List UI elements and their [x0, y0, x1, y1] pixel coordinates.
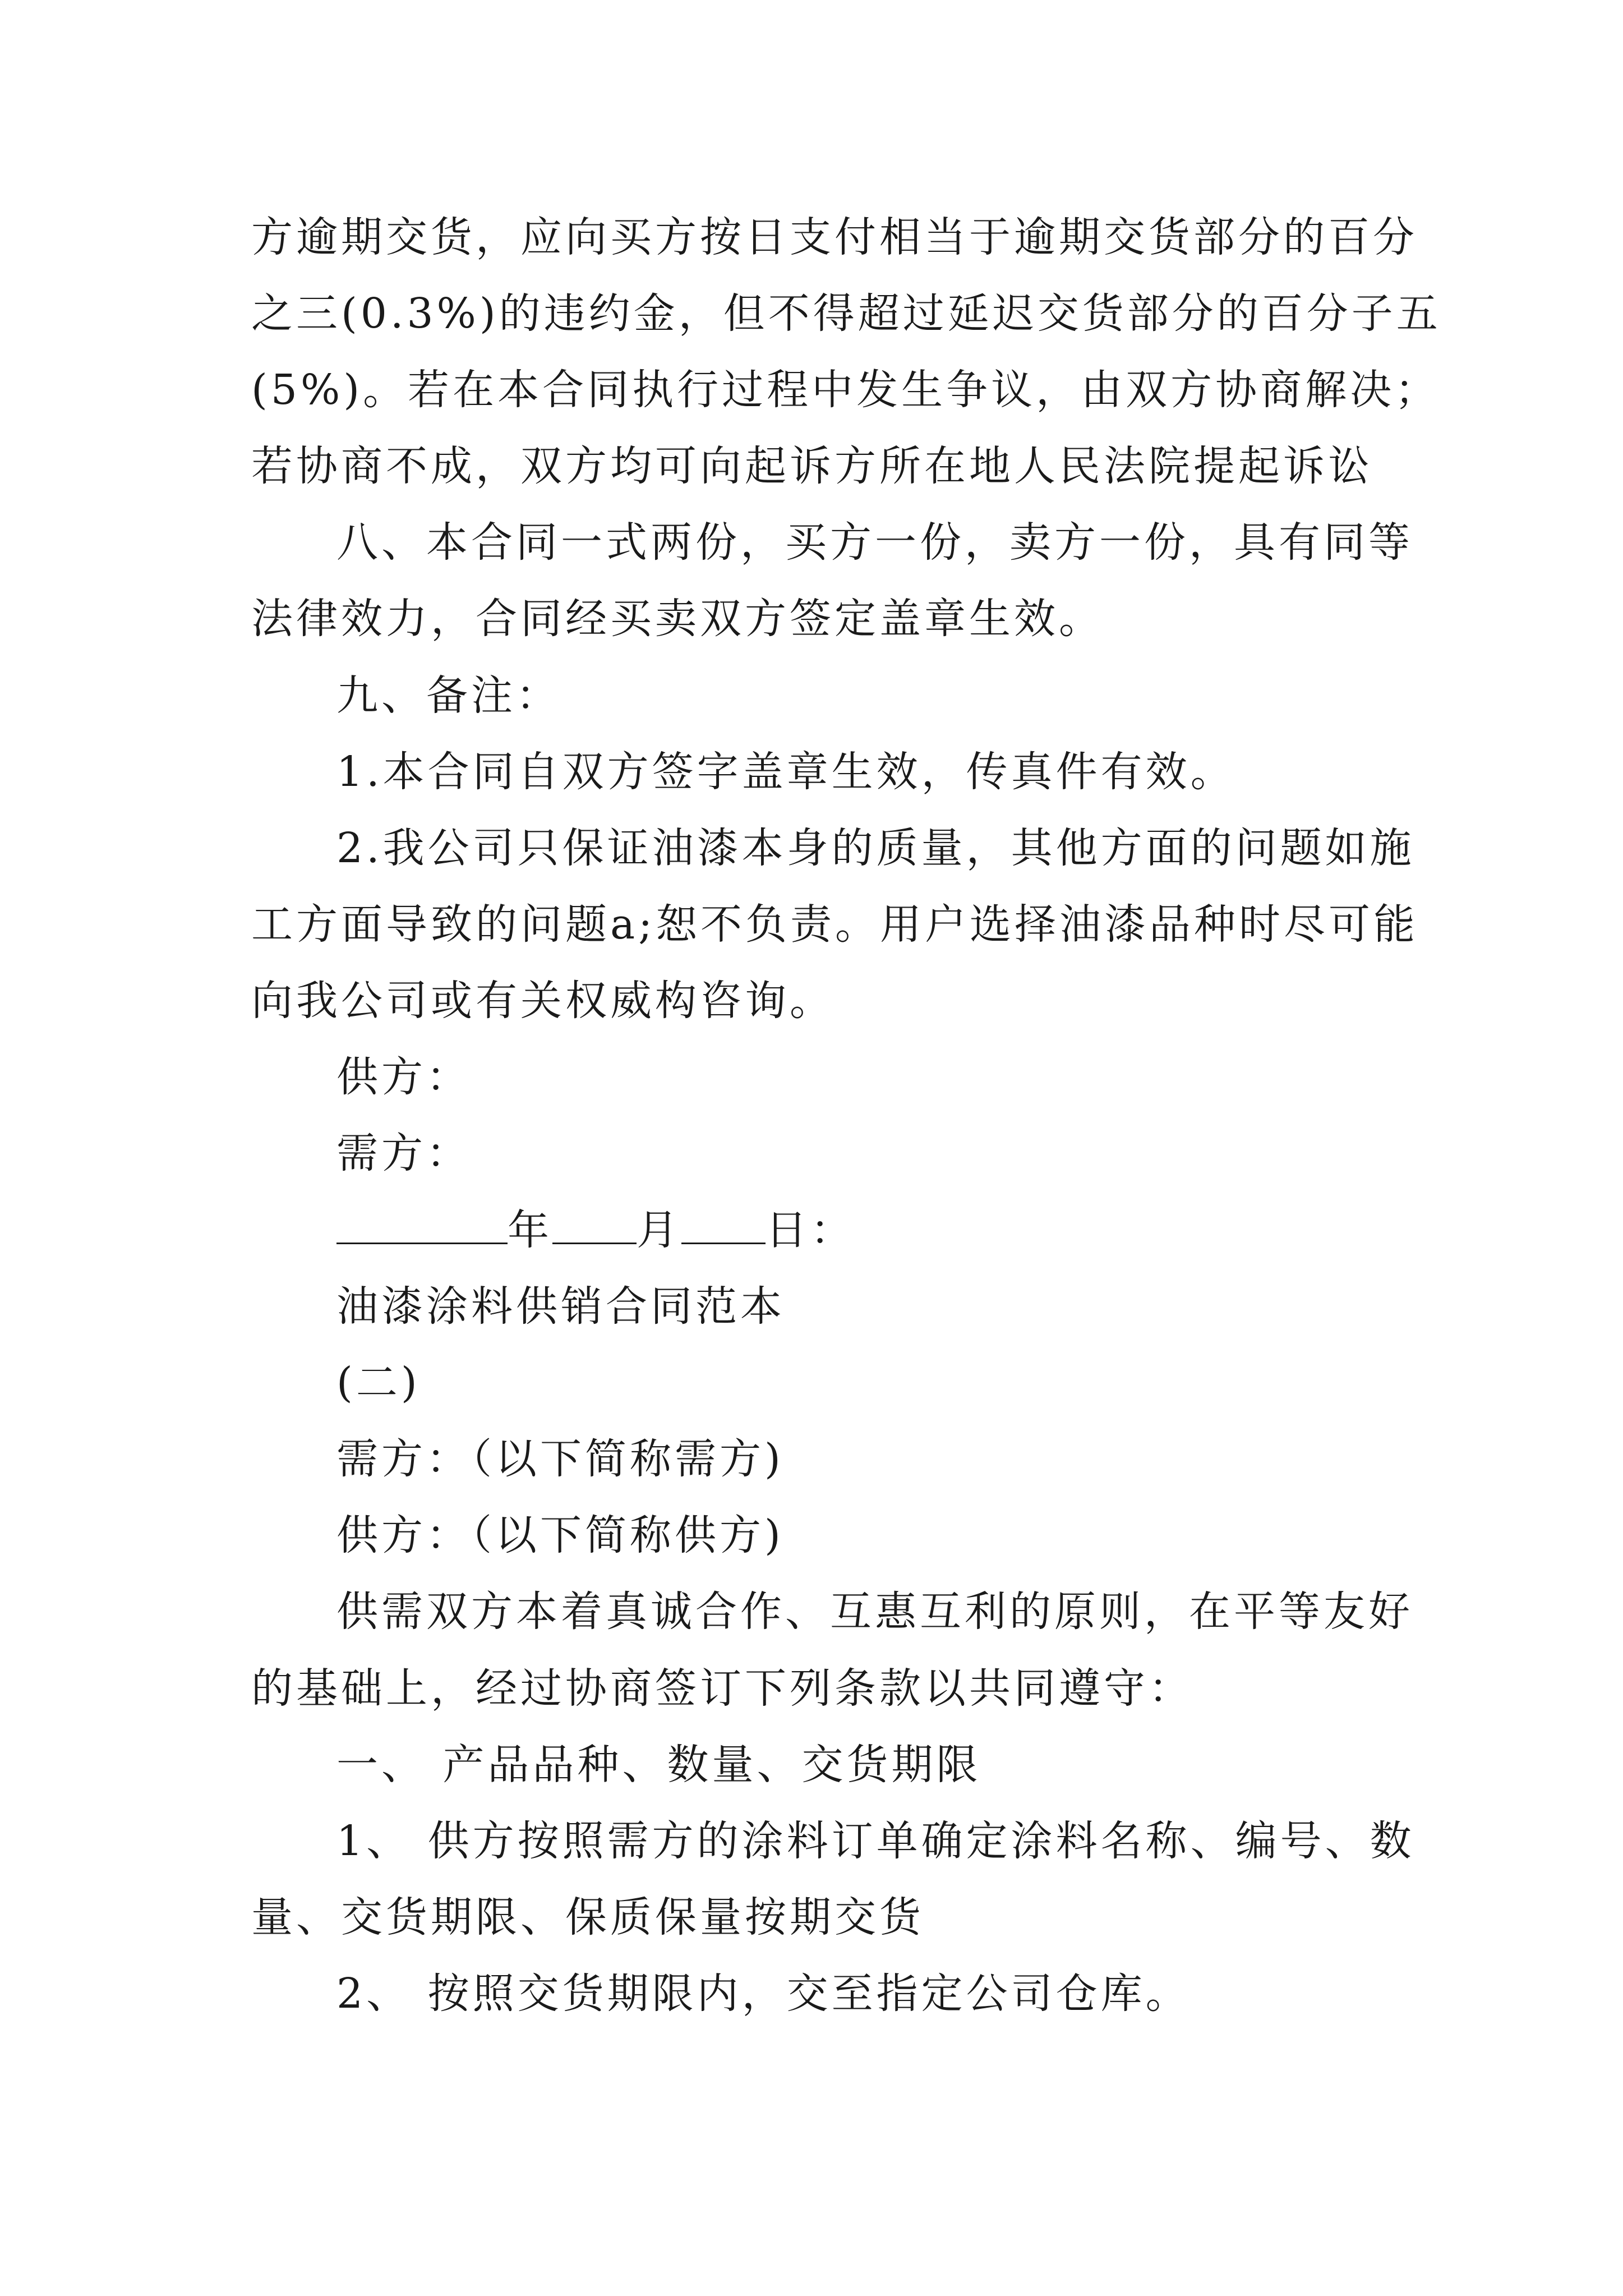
text-line: 法律效力，合同经买卖双方签定盖章生效。 — [251, 595, 1104, 643]
day-label: 日： — [766, 1206, 855, 1254]
section-one-item-1: 1、 供方按照需方的涂料订单确定涂料名称、编号、数 — [336, 1817, 1415, 1865]
note-item-2: 2.我公司只保证油漆本身的质量，其他方面的问题如施 — [336, 824, 1415, 872]
supplier-line: 供方：（以下简称供方) — [336, 1511, 784, 1559]
section-one-heading: 一、 产品品种、数量、交货期限 — [336, 1741, 981, 1789]
text-line: 向我公司或有关权威构咨询。 — [251, 977, 834, 1025]
year-label: 年 — [508, 1206, 552, 1254]
date-line — [336, 1202, 855, 1258]
note-item-1: 1.本合同自双方签字盖章生效，传真件有效。 — [336, 748, 1235, 796]
month-blank — [552, 1203, 637, 1244]
text-line: (5%)。若在本合同执行过程中发生争议，由双方协商解决； — [251, 366, 1440, 414]
buyer-signature-label: 需方： — [336, 1129, 471, 1177]
text-line: 的基础上，经过协商签订下列条款以共同遵守： — [251, 1664, 1193, 1713]
month-label: 月 — [637, 1206, 681, 1254]
clause-nine-heading: 九、备注： — [336, 671, 561, 720]
text-line: 量、交货期限、保质保量按期交货 — [251, 1893, 924, 1941]
contract-title: 油漆涂料供销合同范本 — [336, 1282, 785, 1331]
section-one-item-2: 2、 按照交货期限内，交至指定公司仓库。 — [336, 1970, 1191, 2018]
text-line: 之三(0.3%)的违约金，但不得超过延迟交货部分的百分子五 — [251, 289, 1441, 338]
text-line: 方逾期交货，应向买方按日支付相当于逾期交货部分的百分 — [251, 213, 1418, 261]
clause-eight-heading: 八、本合同一式两份，买方一份，卖方一份，具有同等 — [336, 518, 1413, 567]
preamble-line: 供需双方本着真诚合作、互惠互利的原则，在平等友好 — [336, 1588, 1413, 1636]
day-blank — [681, 1203, 766, 1244]
contract-subtitle: (二) — [336, 1359, 421, 1407]
text-line: 若协商不成，双方均可向起诉方所在地人民法院提起诉讼 — [251, 442, 1373, 490]
text-line: 工方面导致的问题a;恕不负责。用户选择油漆品种时尽可能 — [251, 900, 1419, 949]
year-blank — [336, 1203, 508, 1244]
supplier-signature-label: 供方： — [336, 1053, 471, 1101]
buyer-line: 需方：（以下简称需方) — [336, 1435, 784, 1483]
